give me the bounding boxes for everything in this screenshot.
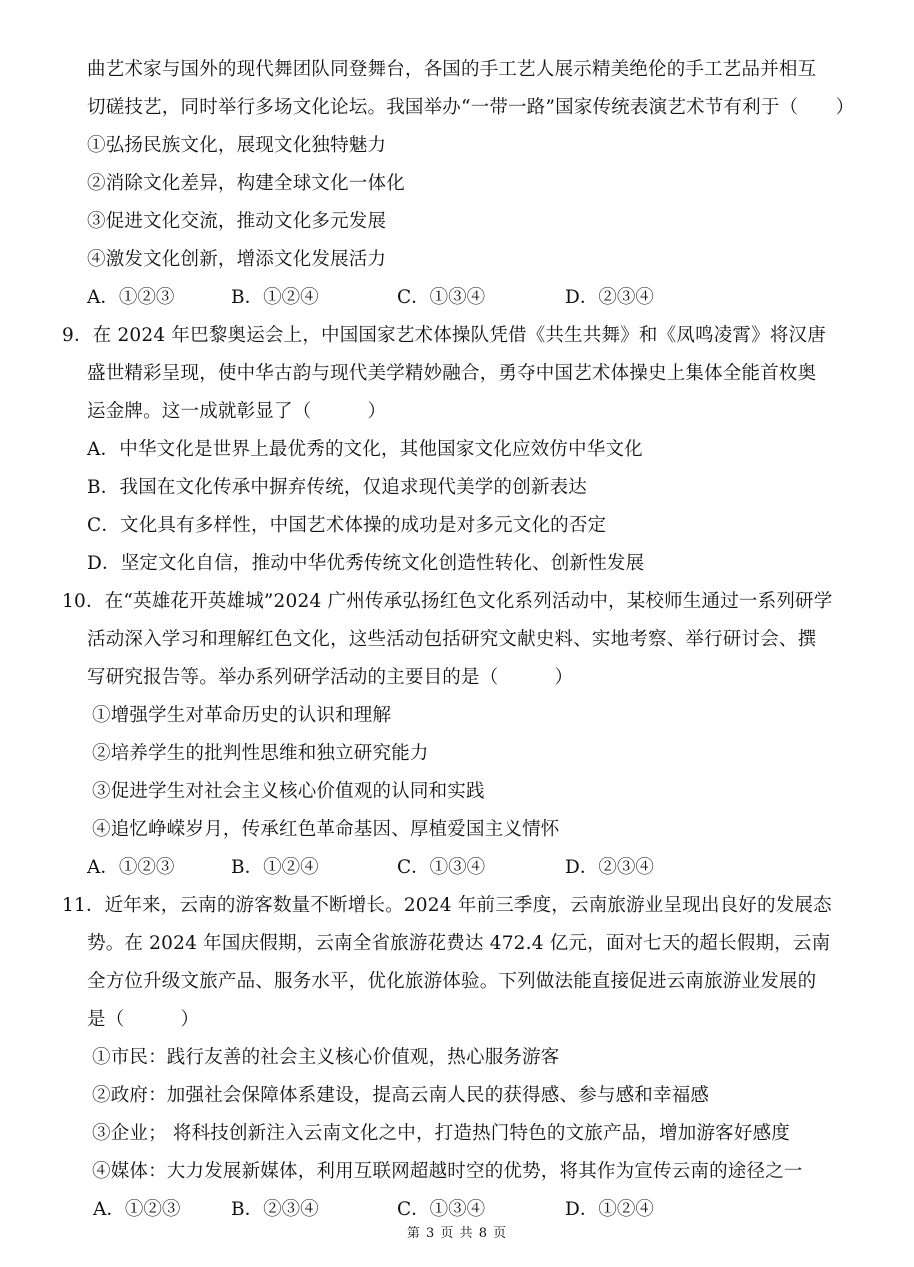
- q10-choice-a: A．①②③: [87, 857, 175, 878]
- page-number-footer: 第 3 页 共 8 页: [406, 1226, 508, 1241]
- q10-stem-line-1: 10．在“英雄花开英雄城”2024 广州传承弘扬红色文化系列活动中，某校师生通过一系列研学: [62, 591, 833, 612]
- q8-choice-a: A．①②③: [87, 287, 175, 308]
- q8-option-4: ④激发文化创新，增添文化发展活力: [87, 249, 387, 270]
- q8-choice-d: D．②③④: [565, 287, 654, 308]
- q9-choice-c: C．文化具有多样性，中国艺术体操的成功是对多元文化的否定: [87, 515, 607, 536]
- q10-choice-c: C．①③④: [397, 857, 486, 878]
- q9-stem-line-1: 9．在 2024 年巴黎奥运会上，中国国家艺术体操队凭借《共生共舞》和《凤鸣凌霄》将汉唐: [62, 325, 826, 346]
- q11-choice-b: B．②③④: [231, 1199, 319, 1220]
- q11-choice-a: A．①②③: [93, 1199, 181, 1220]
- q11-stem-line-4: 是（ ）: [87, 1009, 200, 1030]
- q11-choice-d: D．①②④: [565, 1199, 654, 1220]
- q8-stem-line-2: 切磋技艺，同时举行多场文化论坛。我国举办“一带一路”国家传统表演艺术节有利于（ ）: [87, 97, 855, 118]
- q8-option-2: ②消除文化差异，构建全球文化一体化: [87, 173, 405, 194]
- q11-option-2: ②政府：加强社会保障体系建设，提高云南人民的获得感、参与感和幸福感: [92, 1085, 710, 1106]
- q8-choice-c: C．①③④: [397, 287, 486, 308]
- q8-option-1: ①弘扬民族文化，展现文化独特魅力: [87, 135, 387, 156]
- q10-stem-line-3: 写研究报告等。举办系列研学活动的主要目的是（ ）: [87, 667, 574, 688]
- q9-stem-line-2: 盛世精彩呈现，使中华古韵与现代美学精妙融合，勇夺中国艺术体操史上集体全能首枚奥: [87, 363, 817, 384]
- q11-option-3: ③企业； 将科技创新注入云南文化之中，打造热门特色的文旅产品，增加游客好感度: [92, 1123, 790, 1144]
- q9-choice-a: A．中华文化是世界上最优秀的文化，其他国家文化应效仿中华文化: [87, 439, 643, 460]
- q11-option-4: ④媒体：大力发展新媒体，利用互联网超越时空的优势，将其作为宣传云南的途径之一: [92, 1161, 803, 1182]
- q10-option-3: ③促进学生对社会主义核心价值观的认同和实践: [92, 781, 485, 802]
- q11-option-1: ①市民：践行友善的社会主义核心价值观，热心服务游客: [92, 1047, 560, 1068]
- q10-option-1: ①增强学生对革命历史的认识和理解: [92, 705, 392, 726]
- q9-choice-b: B．我国在文化传承中摒弃传统，仅追求现代美学的创新表达: [87, 477, 587, 498]
- q8-option-3: ③促进文化交流，推动文化多元发展: [87, 211, 387, 232]
- q8-choice-b: B．①②④: [231, 287, 319, 308]
- q11-stem-line-2: 势。在 2024 年国庆假期，云南全省旅游花费达 472.4 亿元，面对七天的超长假期，云南: [87, 933, 831, 954]
- q10-choice-b: B．①②④: [231, 857, 319, 878]
- q9-choice-d: D．坚定文化自信，推动中华优秀传统文化创造性转化、创新性发展: [87, 553, 645, 574]
- q10-stem-line-2: 活动深入学习和理解红色文化，这些活动包括研究文献史料、实地考察、举行研讨会、撰: [87, 629, 817, 650]
- q10-choice-d: D．②③④: [565, 857, 654, 878]
- q10-option-4: ④追忆峥嵘岁月，传承红色革命基因、厚植爱国主义情怀: [92, 819, 560, 840]
- q10-option-2: ②培养学生的批判性思维和独立研究能力: [92, 743, 429, 764]
- q9-stem-line-3: 运金牌。这一成就彰显了（ ）: [87, 401, 387, 422]
- q11-choice-c: C．①③④: [397, 1199, 486, 1220]
- q11-stem-line-1: 11．近年来，云南的游客数量不断增长。2024 年前三季度，云南旅游业呈现出良好的发展态: [62, 895, 832, 916]
- q8-stem-line-1: 曲艺术家与国外的现代舞团队同登舞台，各国的手工艺人展示精美绝伦的手工艺品并相互: [87, 59, 817, 80]
- q11-stem-line-3: 全方位升级文旅产品、服务水平，优化旅游体验。下列做法能直接促进云南旅游业发展的: [87, 971, 817, 992]
